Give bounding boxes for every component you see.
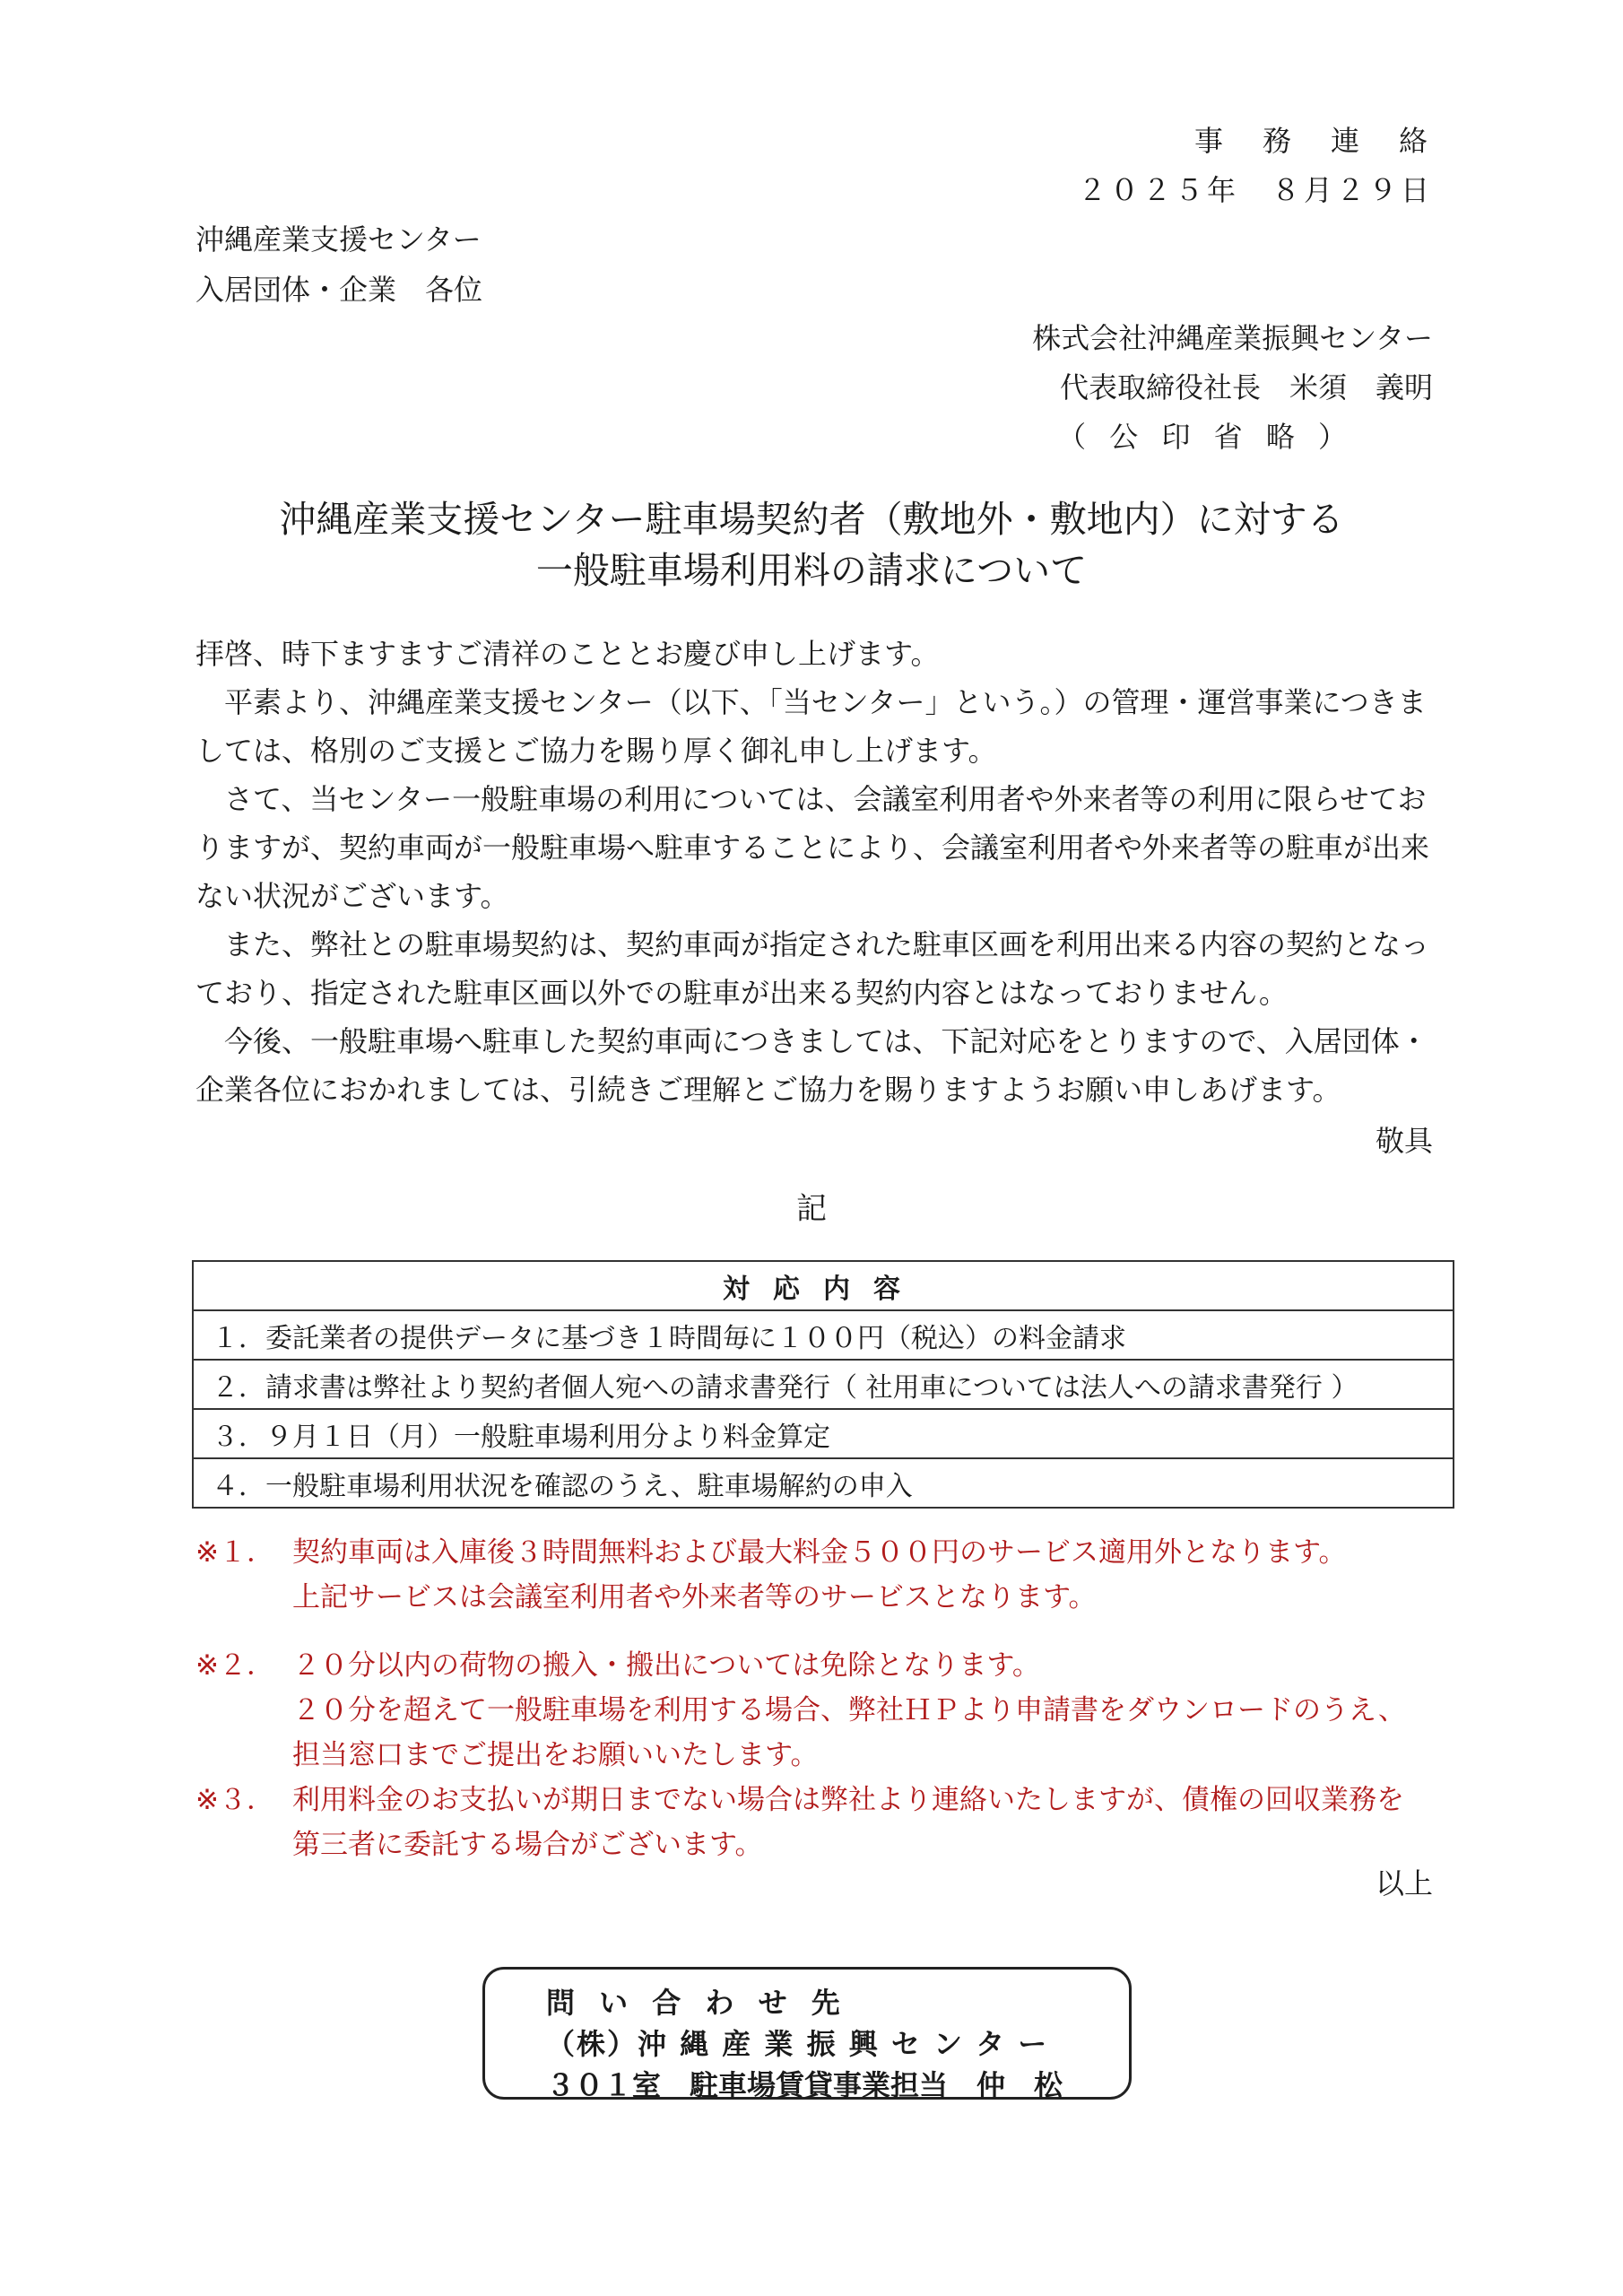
contact-person: ３０１室 駐車場賃貸事業担当 仲 松 <box>546 2068 1063 2102</box>
table-row <box>193 1310 1454 1360</box>
note-line: 担当窓口までご提出をお願いいたします。 <box>292 1739 819 1771</box>
note-line: ２０分を超えて一般駐車場を利用する場合、弊社ＨＰより申請書をダウンロードのうえ、 <box>292 1694 1406 1726</box>
note-line: 上記サービスは会議室利用者や外来者等のサービスとなります。 <box>292 1581 1097 1613</box>
note-line: ２０分以内の荷物の搬入・搬出については免除となります。 <box>292 1649 1040 1682</box>
recipient-org: 沖縄産業支援センター <box>195 222 482 257</box>
note-2 <box>195 1643 1451 1778</box>
table-row <box>193 1409 1454 1458</box>
note-line: 利用料金のお支払いが期日までない場合は弊社より連絡いたしますが、債権の回収業務を <box>292 1784 1404 1816</box>
contact-heading: 問 い 合 わ せ 先 <box>546 1986 847 2020</box>
table-row <box>193 1360 1454 1409</box>
table-header-row <box>193 1261 1454 1310</box>
body-paragraph-4: 今後、一般駐車場へ駐車した契約車両につきましては、下記対応をとりますので、入居団体・企業各位におかれましては、引続きご理解とご協力を賜りますようお願い申しあげます。 <box>195 1024 1428 1107</box>
recipient-members: 入居団体・企業 各位 <box>195 273 483 307</box>
table-cell: １．委託業者の提供データに基づき１時間毎に１００円（税込）の料金請求 <box>193 1310 1454 1360</box>
closing-word: 敬具 <box>1375 1124 1433 1158</box>
document-body <box>195 630 1442 1114</box>
note-mark: ※３． <box>195 1784 274 1816</box>
note-mark: ※１． <box>195 1536 274 1569</box>
table-cell: ２．請求書は弊社より契約者個人宛への請求書発行（ 社用車については法人への請求書発行 ） <box>193 1360 1454 1409</box>
note-3 <box>195 1778 1451 1867</box>
sender-person: 代表取締役社長 米須 義明 <box>1059 370 1433 404</box>
note-1 <box>195 1530 1451 1620</box>
document-title-line2: 一般駐車場利用料の請求について <box>535 549 1088 592</box>
end-marker: 以上 <box>1375 1866 1433 1900</box>
ki-marker: 記 <box>796 1191 827 1227</box>
document-date: ２０２５年 ８月２９日 <box>1077 173 1433 207</box>
note-mark: ※２． <box>195 1649 274 1682</box>
table-row <box>193 1458 1454 1508</box>
note-line: 第三者に委託する場合がございます。 <box>292 1829 763 1861</box>
table-cell: ４．一般駐車場利用状況を確認のうえ、駐車場解約の申入 <box>193 1458 1454 1508</box>
sender-company: 株式会社沖縄産業振興センター <box>1032 321 1433 355</box>
body-paragraph-2: さて、当センター一般駐車場の利用については、会議室利用者や外来者等の利用に限らせておりますが、契約車両が一般駐車場へ駐車することにより、会議室利用者や外来者等の駐車が出来ない状況がございます。 <box>195 782 1430 913</box>
table-header: 対応内容 <box>193 1261 1454 1310</box>
contact-box <box>482 1967 1132 2100</box>
document-title-line1: 沖縄産業支援センター駐車場契約者（敷地外・敷地内）に対する <box>279 498 1344 541</box>
document-type: 事 務 連 絡 <box>1193 124 1433 158</box>
body-paragraph-1: 平素より、沖縄産業支援センター（以下、「当センター」という。）の管理・運営事業につきましては、格別のご支援とご協力を賜り厚く御礼申し上げます。 <box>195 685 1427 768</box>
seal-omitted-note: （ 公 印 省 略 ） <box>1057 420 1354 454</box>
note-line: 契約車両は入庫後３時間無料および最大料金５００円のサービス適用外となります。 <box>292 1536 1347 1569</box>
greeting: 拝啓、時下ますますご清祥のこととお慶び申し上げます。 <box>195 637 940 671</box>
body-paragraph-3: また、弊社との駐車場契約は、契約車両が指定された駐車区画を利用出来る内容の契約となっており、指定された駐車区画以外での駐車が出来る契約内容とはなっておりません。 <box>195 927 1430 1010</box>
response-table <box>192 1260 1454 1509</box>
table-cell: ３．９月１日（月）一般駐車場利用分より料金算定 <box>193 1409 1454 1458</box>
contact-company: （株）沖 縄 産 業 振 興 セ ン タ ー <box>546 2027 1049 2061</box>
